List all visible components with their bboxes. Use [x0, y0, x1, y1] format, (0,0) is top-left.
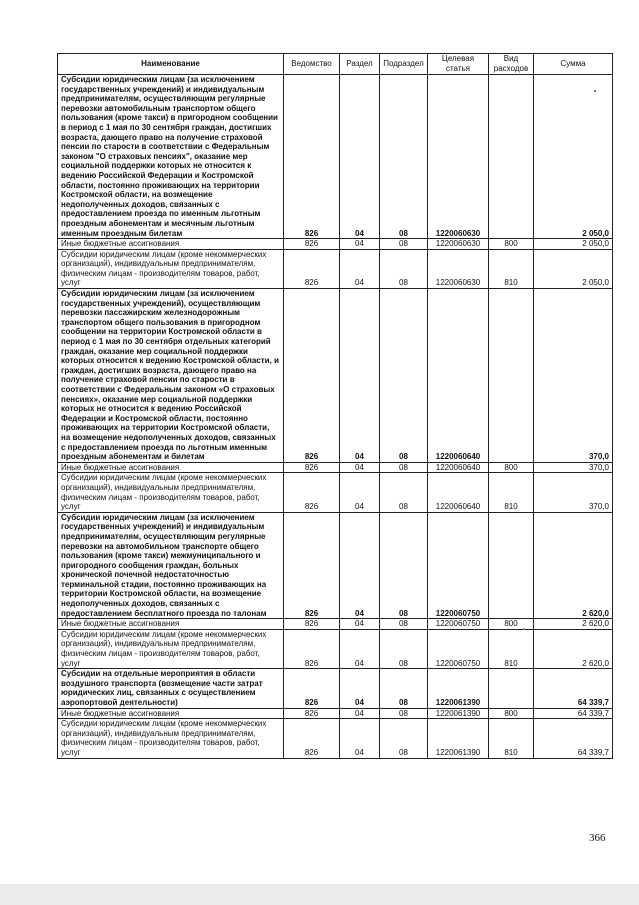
table-row: [58, 619, 613, 630]
page-number: 366: [589, 832, 606, 844]
table-row: [58, 239, 613, 250]
header-subsection: Подраздел: [380, 54, 428, 75]
row-subsection: 08: [380, 289, 428, 463]
table-row: [58, 708, 613, 719]
row-type: [489, 289, 534, 463]
table-row: [58, 289, 613, 463]
row-subsection: 08: [380, 629, 428, 668]
row-name: Субсидии юридическим лицам (за исключением государственных учреждений) и индивидуальным предпринимателям, осуществляющим регулярные перевозки на автомобильном транспорте общего пользования (кроме такси) межмуниципального и пригородного сообщения граждан, больных хронической почечной недостаточностью терминальной стадии, постоянно проживающих на территории Костромской области, на возмещение недополученных доходов, связанных с предоставлением бесплатного проезда по талонам: [58, 512, 284, 619]
row-name: Субсидии юридическим лицам (за исключением государственных учреждений), осуществляющим перевозки пассажирским железнодорожным транспортом общего пользования в пригородном сообщении на территории Костромской области в период с 1 мая по 30 сентября отдельных категорий граждан, оказание мер социальной поддержки которых относится к ведению Костромской области, и граждан, достигших возраста, дающего право на получение страховой пенсии по старости в соответствии с Федеральным законом «О страховых пенсиях», оказание мер социальной поддержки которых не относится к ведению Российской Федерации и Костромской области, постоянно проживающих на территории Костромской области, на возмещение недополученных доходов, связанных с предоставлением проезда по льготным именным проездным абонементам и билетам: [58, 289, 284, 463]
row-section: 04: [340, 719, 380, 758]
row-name: Иные бюджетные ассигнования: [58, 708, 284, 719]
row-sum: 370,0: [534, 289, 613, 463]
row-target: 1220060750: [428, 629, 489, 668]
row-subsection: 08: [380, 473, 428, 512]
row-section: 04: [340, 239, 380, 250]
scan-bottom-band: [0, 884, 639, 905]
row-target: 1220060640: [428, 473, 489, 512]
row-sum: 2 620,0: [534, 512, 613, 619]
row-name: Иные бюджетные ассигнования: [58, 239, 284, 250]
row-type: 800: [489, 708, 534, 719]
row-name: Иные бюджетные ассигнования: [58, 619, 284, 630]
row-dept: 826: [284, 289, 340, 463]
row-name: Субсидии юридическим лицам (за исключением государственных учреждений) и индивидуальным предпринимателям, осуществляющим регулярные перевозки автомобильным транспортом общего пользования (кроме такси) в пригородном сообщении в период с 1 мая по 30 сентября граждан, достигших возраста, дающего право на получение страховой пенсии по старости в соответствии с Федеральным законом "О страховых пенсиях", оказание мер социальной поддержки которых не относится к ведению Российской Федерации и Костромской области, постоянно проживающих на территории Костромской области, на возмещение недополученных доходов, связанных с предоставлением проезда по именным льготным проездным абонементам и месячным льготным именным проездным билетам: [58, 75, 284, 239]
row-subsection: 08: [380, 239, 428, 250]
table-header: [58, 54, 613, 75]
row-dept: 826: [284, 249, 340, 288]
row-sum: 64 339,7: [534, 708, 613, 719]
row-dept: 826: [284, 719, 340, 758]
row-section: 04: [340, 512, 380, 619]
row-type: 810: [489, 719, 534, 758]
row-section: 04: [340, 75, 380, 239]
row-section: 04: [340, 708, 380, 719]
header-dept: Ведомство: [284, 54, 340, 75]
table-row: [58, 719, 613, 758]
row-section: 04: [340, 462, 380, 473]
row-target: 1220060750: [428, 512, 489, 619]
row-type: 800: [489, 239, 534, 250]
budget-table: [57, 53, 613, 759]
row-sum: 2 620,0: [534, 629, 613, 668]
row-type: [489, 669, 534, 708]
header-target: Целевая статья: [428, 54, 489, 75]
table-row: [58, 473, 613, 512]
table-row: [58, 249, 613, 288]
row-target: 1220061390: [428, 708, 489, 719]
row-target: 1220060630: [428, 75, 489, 239]
row-target: 1220060640: [428, 462, 489, 473]
row-type: [489, 75, 534, 239]
row-target: 1220061390: [428, 719, 489, 758]
row-type: 800: [489, 619, 534, 630]
row-subsection: 08: [380, 512, 428, 619]
header-sum: Сумма: [534, 54, 613, 75]
scan-speck: [523, 628, 525, 630]
table-row: [58, 669, 613, 708]
row-target: 1220060750: [428, 619, 489, 630]
row-section: 04: [340, 619, 380, 630]
row-subsection: 08: [380, 719, 428, 758]
row-subsection: 08: [380, 708, 428, 719]
row-sum: 2 620,0: [534, 619, 613, 630]
row-dept: 826: [284, 473, 340, 512]
row-subsection: 08: [380, 249, 428, 288]
row-dept: 826: [284, 462, 340, 473]
row-dept: 826: [284, 239, 340, 250]
row-type: 810: [489, 629, 534, 668]
table-row: [58, 75, 613, 239]
row-dept: 826: [284, 669, 340, 708]
row-sum: 370,0: [534, 473, 613, 512]
row-dept: 826: [284, 512, 340, 619]
row-name: Субсидии юридическим лицам (кроме некоммерческих организаций), индивидуальным предпринимателям, физическим лицам - производителям товаров, работ, услуг: [58, 629, 284, 668]
row-sum: 2 050,0: [534, 239, 613, 250]
row-type: 810: [489, 473, 534, 512]
row-subsection: 08: [380, 75, 428, 239]
row-subsection: 08: [380, 619, 428, 630]
table-row: [58, 462, 613, 473]
header-type: Вид расходов: [489, 54, 534, 75]
header-section: Раздел: [340, 54, 380, 75]
row-section: 04: [340, 473, 380, 512]
row-dept: 826: [284, 708, 340, 719]
row-section: 04: [340, 669, 380, 708]
row-section: 04: [340, 629, 380, 668]
row-type: [489, 512, 534, 619]
scan-speck: [594, 90, 596, 92]
row-type: 800: [489, 462, 534, 473]
row-target: 1220060630: [428, 249, 489, 288]
table-row: [58, 512, 613, 619]
row-sum: 64 339,7: [534, 669, 613, 708]
row-name: Субсидии юридическим лицам (кроме некоммерческих организаций), индивидуальным предпринимателям, физическим лицам - производителям товаров, работ, услуг: [58, 719, 284, 758]
row-sum: 2 050,0: [534, 249, 613, 288]
row-subsection: 08: [380, 669, 428, 708]
row-name: Субсидии на отдельные мероприятия в области воздушного транспорта (возмещение части затрат юридических лиц, связанных с осуществлением аэропортовой деятельности): [58, 669, 284, 708]
row-dept: 826: [284, 629, 340, 668]
row-name: Иные бюджетные ассигнования: [58, 462, 284, 473]
row-name: Субсидии юридическим лицам (кроме некоммерческих организаций), индивидуальным предпринимателям, физическим лицам - производителям товаров, работ, услуг: [58, 473, 284, 512]
row-target: 1220060630: [428, 239, 489, 250]
row-dept: 826: [284, 619, 340, 630]
row-target: 1220060640: [428, 289, 489, 463]
table-row: [58, 629, 613, 668]
row-target: 1220061390: [428, 669, 489, 708]
row-section: 04: [340, 289, 380, 463]
row-dept: 826: [284, 75, 340, 239]
row-section: 04: [340, 249, 380, 288]
header-name: Наименование: [58, 54, 284, 75]
row-sum: 2 050,0: [534, 75, 613, 239]
row-sum: 370,0: [534, 462, 613, 473]
row-sum: 64 339,7: [534, 719, 613, 758]
row-type: 810: [489, 249, 534, 288]
row-name: Субсидии юридическим лицам (кроме некоммерческих организаций), индивидуальным предпринимателям, физическим лицам - производителям товаров, работ, услуг: [58, 249, 284, 288]
row-subsection: 08: [380, 462, 428, 473]
table-body: [58, 75, 613, 759]
